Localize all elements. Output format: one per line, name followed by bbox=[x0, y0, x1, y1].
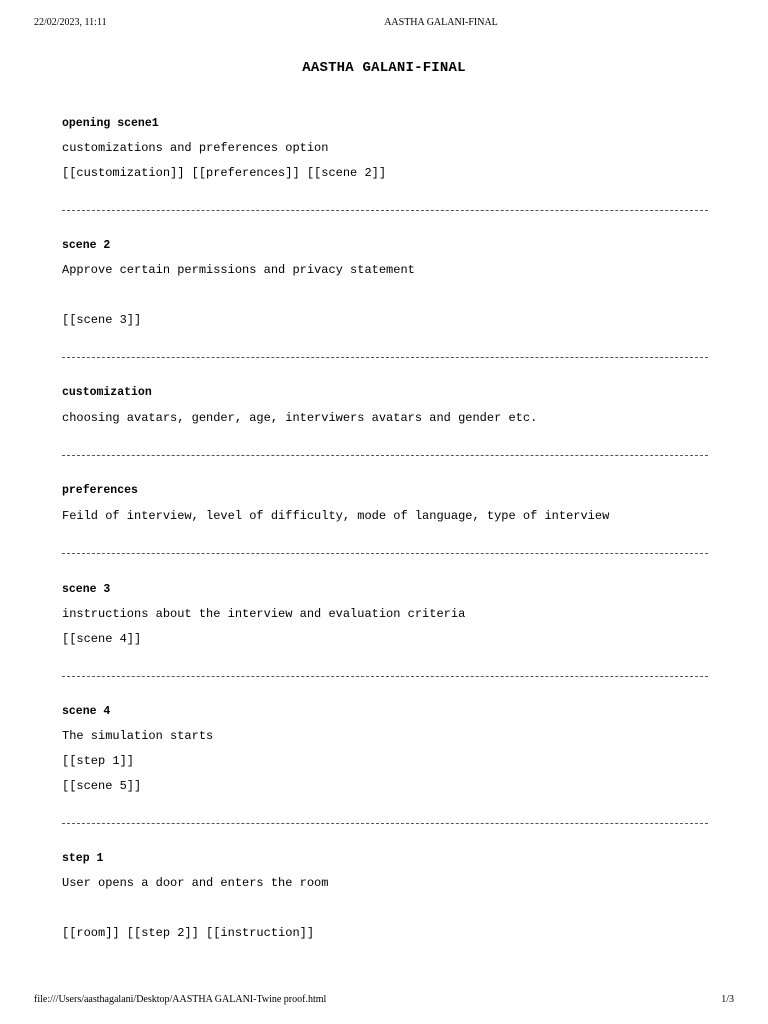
section-text: User opens a door and enters the room bbox=[62, 876, 329, 890]
passage-links[interactable]: [[scene 3]] bbox=[62, 313, 142, 327]
section-heading-scene-2: scene 2 bbox=[62, 239, 111, 252]
print-header bbox=[0, 17, 768, 31]
section-divider bbox=[62, 357, 708, 358]
section-divider bbox=[62, 553, 708, 554]
print-header-title: AASTHA GALANI-FINAL bbox=[384, 17, 498, 28]
section-divider bbox=[62, 210, 708, 211]
section-heading-step-1: step 1 bbox=[62, 852, 104, 865]
section-divider bbox=[62, 823, 708, 824]
passage-links[interactable]: [[room]] [[step 2]] [[instruction]] bbox=[62, 926, 315, 940]
file-path: file:///Users/aasthagalani/Desktop/AASTHA GALANI-Twine proof.html bbox=[34, 994, 327, 1005]
section-text: Feild of interview, level of difficulty, mode of language, type of interview bbox=[62, 509, 610, 523]
section-divider bbox=[62, 455, 708, 456]
print-datetime: 22/02/2023, 11:11 bbox=[34, 17, 107, 28]
section-heading-opening-scene1: opening scene1 bbox=[62, 117, 159, 130]
passage-links[interactable]: [[step 1]] bbox=[62, 754, 135, 768]
section-heading-customization: customization bbox=[62, 386, 152, 399]
section-text: The simulation starts bbox=[62, 729, 214, 743]
section-text: Approve certain permissions and privacy statement bbox=[62, 263, 415, 277]
passage-links[interactable]: [[scene 5]] bbox=[62, 779, 142, 793]
passage-links[interactable]: [[scene 4]] bbox=[62, 632, 142, 646]
section-heading-scene-3: scene 3 bbox=[62, 583, 111, 596]
passage-links[interactable]: [[customization]] [[preferences]] [[scene 2]] bbox=[62, 166, 387, 180]
document-title: AASTHA GALANI-FINAL bbox=[302, 60, 466, 76]
print-footer bbox=[0, 994, 768, 1008]
section-text: customizations and preferences option bbox=[62, 141, 329, 155]
section-text: instructions about the interview and evaluation criteria bbox=[62, 607, 466, 621]
section-divider bbox=[62, 676, 708, 677]
page-number: 1/3 bbox=[721, 994, 734, 1005]
section-heading-preferences: preferences bbox=[62, 484, 138, 497]
section-text: choosing avatars, gender, age, interviwers avatars and gender etc. bbox=[62, 411, 538, 425]
section-heading-scene-4: scene 4 bbox=[62, 705, 111, 718]
